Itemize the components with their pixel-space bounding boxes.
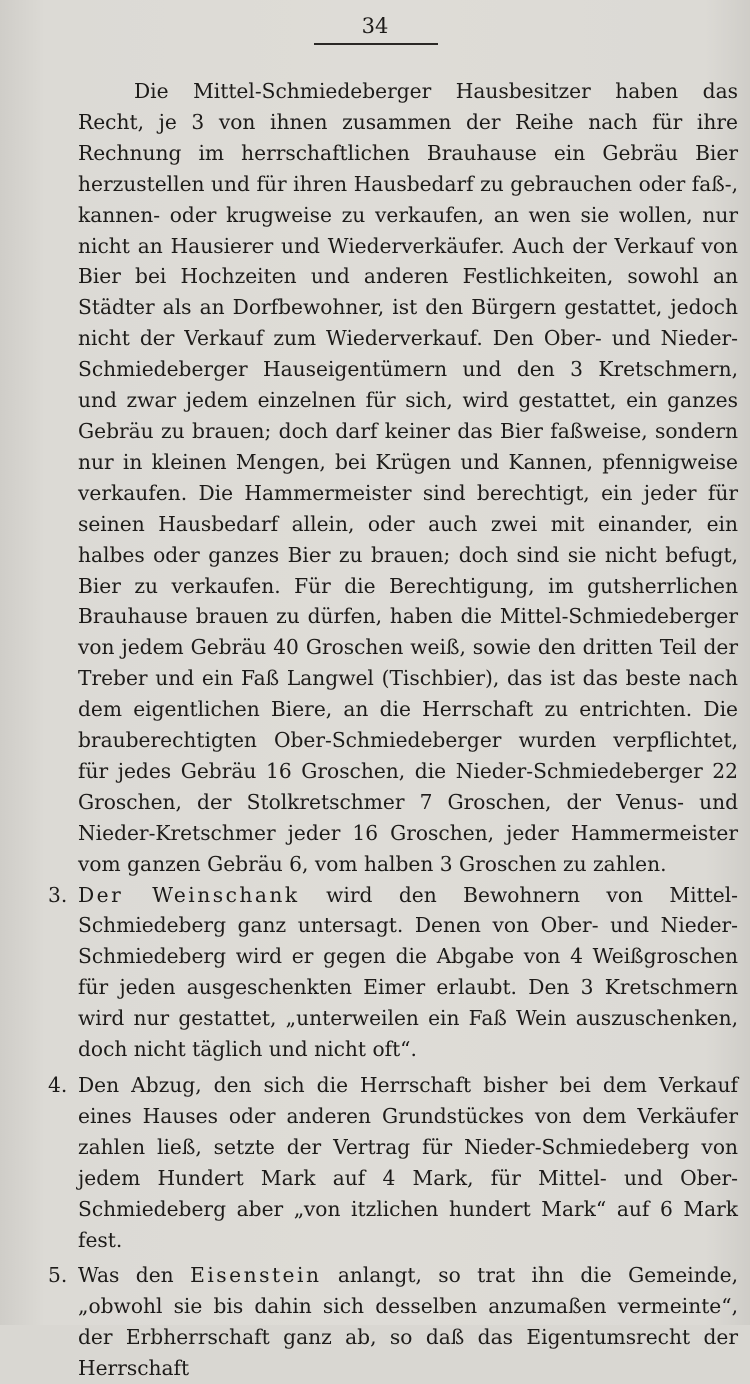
item-lead: Was den [78, 1263, 174, 1288]
item-text: anlangt, so trat ihn die Gemeinde, „obwohl sie bis dahin sich desselben anzumaßen vermeinte“, der Erbherrschaft ganz ab, so daß das Eigentumsrecht der Herrschaft [78, 1263, 738, 1381]
item-number: 3. [48, 882, 68, 907]
paragraph: Die Mittel-Schmiedeberger Hausbesitzer haben das Recht, je 3 von ihnen zusammen der Reihe nach für ihre Rechnung im herrschaftlichen Brauhause ein Gebräu Bier herzustellen und für ihren Hausbedarf zu gebrauchen oder faß-, kannen- oder krugweise zu verkaufen, an wen sie wollen, nur nicht an Hausierer und Wiederverkäufer. Auch der Verkauf von Bier bei Hochzeiten und anderen Festlichkeiten, sowohl an Städter als an Dorfbewohner, ist den Bürgern gestattet, jedoch nicht der Verkauf zum Wiederverkauf. Den Ober- und Nieder-Schmiedeberger Hauseigentümern und den 3 Kretschmern, und zwar jedem einzelnen für sich, wird gestattet, ein ganzes Gebräu zu brauen; doch darf keiner das Bier faßweise, sondern nur in kleinen Mengen, bei Krügen und Kannen, pfennigweise verkaufen. Die Hammermeister sind berechtigt, ein jeder für seinen Hausbedarf allein, oder auch zwei mit einander, ein halbes oder ganzes Bier zu brauen; doch sind sie nicht befugt, Bier zu verkaufen. Für die Berechtigung, im gutsherrlichen Brauhause brauen zu dürfen, haben die Mittel-Schmiedeberger von jedem Gebräu 40 Groschen weiß, sowie den dritten Teil der Treber und ein Faß Langwel (Tischbier), das ist das beste nach dem eigentlichen Biere, an die Herrschaft zu entrichten. Die brauberechtigten Ober-Schmiedeberger wurden verpflichtet, für jedes Gebräu 16 Groschen, die Nieder-Schmiedeberger 22 Groschen, der Stolkretschmer 7 Groschen, der Venus- und Nieder-Kretschmer jeder 16 Groschen, jeder Hammermeister vom ganzen Gebräu 6, vom halben 3 Groschen zu zahlen. [78, 79, 738, 876]
item-number: 4. [48, 1073, 68, 1097]
body-text [48, 76, 738, 1384]
list-item-4 [48, 1070, 738, 1255]
list-item-3 [48, 880, 738, 1065]
page-number: 34 [361, 14, 389, 38]
item-text: Den Abzug, den sich die Herrschaft bisher bei dem Verkauf eines Hauses oder anderen Grundstückes von dem Verkäufer zahlen ließ, setzte der Vertrag für Nieder-Schmiedeberg von jedem Hundert Mark auf 4 Mark, für Mittel- und Ober-Schmiedeberg aber „von itzlichen hundert Mark“ auf 6 Mark fest. [78, 1073, 738, 1252]
list-item-5 [48, 1260, 738, 1384]
item-emphasis: Der Weinschank [78, 882, 300, 907]
item-emphasis: Eisenstein [190, 1263, 322, 1288]
item-text: wird den Bewohnern von Mittel-Schmiedeberg ganz untersagt. Denen von Ober- und Nieder-Schmiedeberg wird er gegen die Abgabe von 4 Weißgroschen für jeden ausgeschenkten Eimer erlaubt. Den 3 Kretschmern wird nur gestattet, „unterweilen ein Faß Wein auszuschenken, doch nicht täglich und nicht oft“. [78, 882, 738, 1062]
item-number: 5. [48, 1263, 68, 1288]
header-rule [314, 43, 438, 45]
